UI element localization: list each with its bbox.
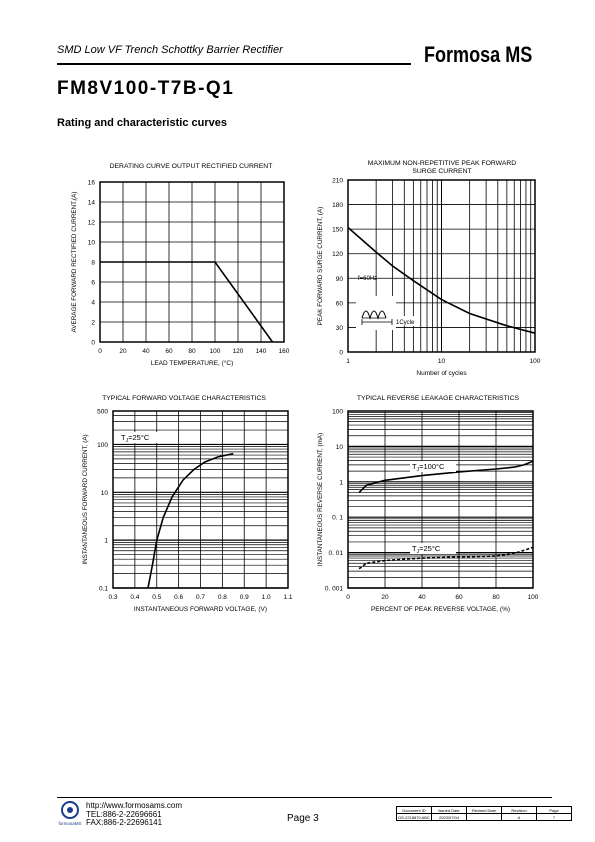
company-logo-icon xyxy=(57,800,83,826)
y-tick-label: 100 xyxy=(97,441,108,449)
section-title: Rating and characteristic curves xyxy=(57,117,227,129)
y-tick-label: 120 xyxy=(332,251,343,259)
y-axis-label: INSTANTANEOUS REVERSE CURRENT, (mA) xyxy=(317,432,324,567)
y-tick-label: 0. 01 xyxy=(328,550,343,558)
x-tick-label: 60 xyxy=(165,348,173,355)
y-tick-label: 16 xyxy=(87,179,95,187)
y-tick-label: 0 xyxy=(339,349,343,357)
x-axis-label: LEAD TEMPERATURE, (°C) xyxy=(150,360,234,367)
x-tick-label: 0.4 xyxy=(130,594,140,601)
x-tick-label: 20 xyxy=(119,348,127,355)
junction-temp-label: $T_J=25^\circ C$ xyxy=(121,433,150,444)
y-tick-label: 10 xyxy=(100,489,108,497)
x-tick-label: 40 xyxy=(418,594,426,601)
frequency-label: f=60Hz xyxy=(358,276,378,282)
x-tick-label: 0 xyxy=(346,594,350,601)
part-number: FM8V100-T7B-Q1 xyxy=(57,78,235,99)
document-info-table xyxy=(396,806,572,821)
x-tick-label: 160 xyxy=(278,348,290,355)
x-tick-label: 1 xyxy=(346,358,350,365)
junction-temp-label: $T_J=100^\circ C$ xyxy=(412,462,445,473)
y-axis-label: INSTANTANEOUS FORWARD CURRENT, (A) xyxy=(82,434,89,565)
x-tick-label: 40 xyxy=(142,348,150,355)
y-tick-label: 90 xyxy=(335,275,343,283)
doc-header-cell: Page xyxy=(537,807,572,814)
x-tick-label: 0.3 xyxy=(108,594,118,601)
y-tick-label: 4 xyxy=(91,299,95,307)
y-tick-label: 6 xyxy=(91,279,95,287)
y-tick-label: 8 xyxy=(91,259,95,267)
y-tick-label: 500 xyxy=(97,408,108,416)
x-tick-label: 10 xyxy=(437,358,446,365)
y-tick-label: 150 xyxy=(332,226,343,234)
x-tick-label: 0.7 xyxy=(195,594,206,601)
y-tick-label: 14 xyxy=(87,199,95,207)
doc-value-cell: A xyxy=(502,814,537,821)
y-tick-label: 0. 001 xyxy=(324,585,343,593)
x-axis-label: INSTANTANEOUS FORWARD VOLTAGE, (V) xyxy=(133,606,268,613)
brand-name: Formosa MS xyxy=(424,42,533,67)
y-tick-label: 0.1 xyxy=(98,585,108,593)
doc-value-cell: DS-2218870 ABC xyxy=(398,814,430,820)
chart-title: SURGE CURRENT xyxy=(412,168,472,175)
chart-title: DERATING CURVE OUTPUT RECTIFIED CURRENT xyxy=(109,163,273,170)
chart-title: TYPICAL FORWARD VOLTAGE CHARACTERISTICS xyxy=(102,395,266,402)
y-tick-label: 10 xyxy=(87,239,95,247)
junction-temp-label: $T_J=25^\circ C$ xyxy=(412,544,441,555)
plot-frame xyxy=(348,411,533,588)
y-tick-label: 100 xyxy=(332,408,343,416)
page-number: Page 3 xyxy=(287,813,319,824)
x-tick-label: 0.6 xyxy=(174,594,184,601)
chart-title: MAXIMUM NON-REPETITIVE PEAK FORWARD xyxy=(367,160,517,167)
y-axis-label: PEAK FORWARD SURGE CURRENT, (A) xyxy=(317,206,324,326)
x-tick-label: 0 xyxy=(98,348,102,355)
x-tick-label: 140 xyxy=(255,348,267,355)
fax: FAX:886-2-22696141 xyxy=(86,818,163,827)
y-tick-label: 210 xyxy=(332,177,343,185)
y-tick-label: 1 xyxy=(339,479,343,487)
x-tick-label: 80 xyxy=(492,594,500,601)
x-tick-label: 1.0 xyxy=(261,594,271,601)
doc-value-cell: 2023/07/04 xyxy=(432,814,467,821)
y-tick-label: 10 xyxy=(335,443,343,451)
x-tick-label: 20 xyxy=(381,594,389,601)
doc-value-cell: 7 xyxy=(537,814,572,821)
x-tick-label: 120 xyxy=(232,348,244,355)
doc-header-cell: Revised Date xyxy=(467,807,502,814)
y-tick-label: 0 xyxy=(91,339,95,347)
x-axis-label: Number of cycles xyxy=(416,370,467,377)
y-tick-label: 12 xyxy=(87,219,95,227)
x-tick-label: 100 xyxy=(209,348,221,355)
x-tick-label: 0.8 xyxy=(217,594,227,601)
x-axis-label: PERCENT OF PEAK REVERSE VOLTAGE, (%) xyxy=(370,606,511,613)
doc-header-cell: Issued Date xyxy=(432,807,467,814)
cycle-label: 1Cycle xyxy=(396,320,415,326)
y-tick-label: 2 xyxy=(91,319,95,327)
y-tick-label: 180 xyxy=(332,202,343,210)
website-link[interactable]: http://www.formosams.com xyxy=(86,801,183,810)
telephone: TEL:886-2-22696661 xyxy=(86,809,162,819)
contact-info xyxy=(86,802,182,828)
x-tick-label: 0.9 xyxy=(239,594,249,601)
y-tick-label: 60 xyxy=(335,300,343,308)
footer-divider xyxy=(57,797,552,798)
y-tick-label: 0. 1 xyxy=(332,514,343,522)
doc-header-cell: Document ID xyxy=(397,807,432,814)
x-tick-label: 60 xyxy=(455,594,463,601)
document-subtitle: SMD Low VF Trench Schottky Barrier Rectifier xyxy=(57,44,283,56)
chart-title: TYPICAL REVERSE LEAKAGE CHARACTERISTICS xyxy=(356,395,520,402)
x-tick-label: 1.1 xyxy=(283,594,293,601)
series-line xyxy=(148,454,233,588)
x-tick-label: 100 xyxy=(527,594,539,601)
logo-text: formosaMS xyxy=(58,821,82,826)
y-tick-label: 30 xyxy=(335,324,343,332)
doc-value-cell xyxy=(467,814,502,821)
y-axis-label: AVERAGE FORWARD RECTIFIED CURRENT,(A) xyxy=(71,191,78,333)
x-tick-label: 0.5 xyxy=(152,594,162,601)
x-tick-label: 100 xyxy=(529,358,541,365)
x-tick-label: 80 xyxy=(188,348,196,355)
y-tick-label: 1 xyxy=(104,537,108,545)
doc-header-cell: Revision xyxy=(502,807,537,814)
